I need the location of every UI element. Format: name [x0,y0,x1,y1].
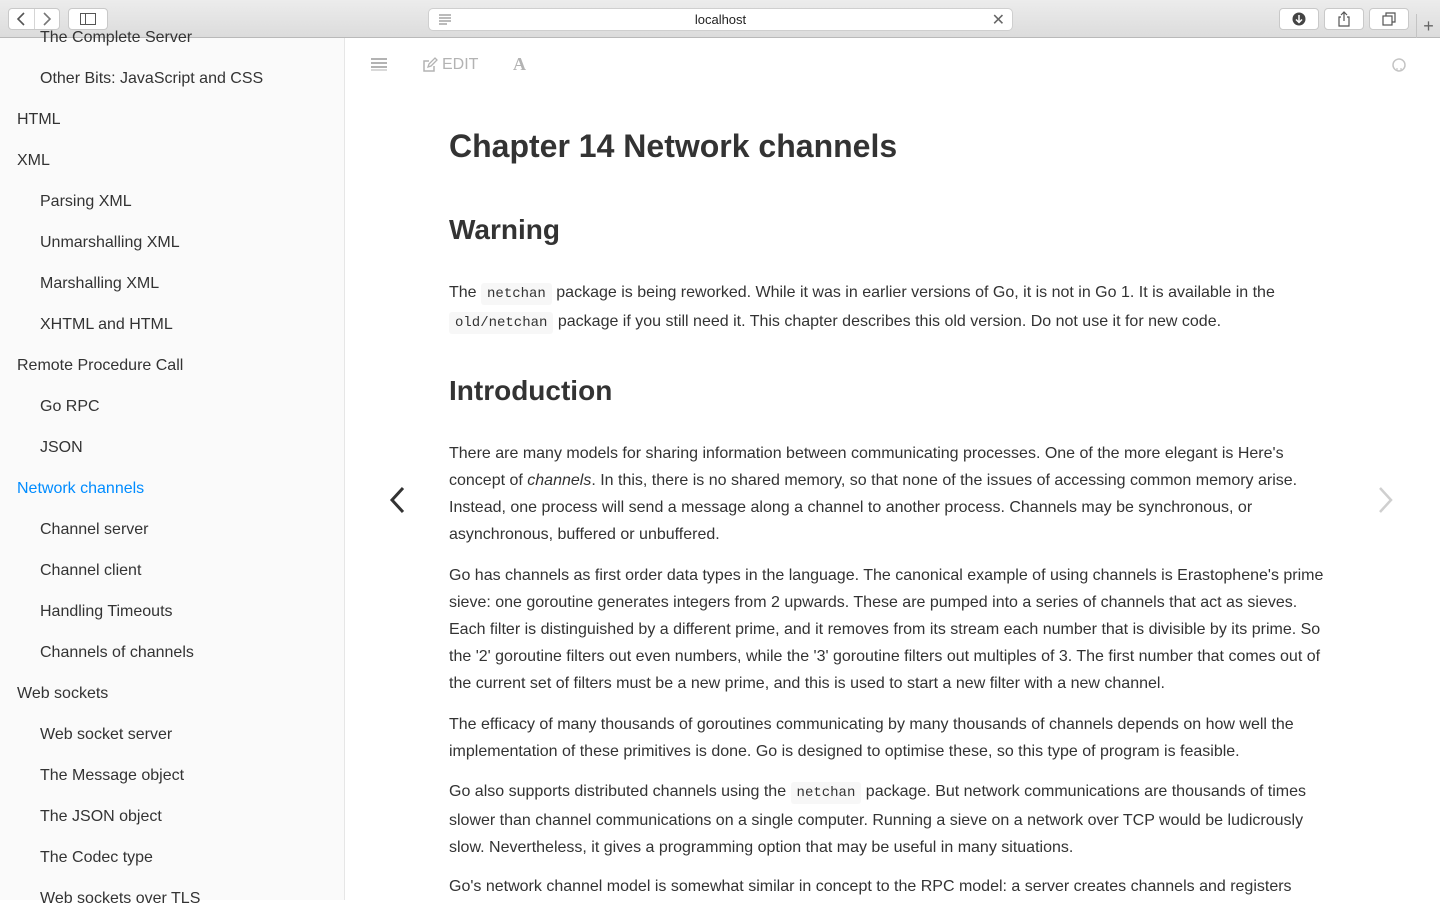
warning-paragraph: The netchan package is being reworked. While it was in earlier versions of Go, it is not in Go 1. It is available in the old/netchan package if you still need it. This chapter describes this old version. Do not use it for new code. [449,279,1335,337]
download-icon [1292,12,1306,26]
book-sidebar [0,29,345,907]
toc-item[interactable]: Handling Timeouts [40,603,173,620]
warning-heading: Warning [449,214,560,245]
paragraph: Go also supports distributed channels using the netchan package. But network communications are thousands of times slower than channel communications on a single computer. Running a sieve on a network over TCP would be ludicrously slow. Nevertheless, it gives a programming option that may be useful in many situations. [449,783,1307,856]
tabs-icon [1382,12,1396,26]
introduction-heading: Introduction [449,375,613,406]
toc-item[interactable]: The Codec type [40,849,153,866]
toc-item[interactable]: JSON [40,439,83,456]
toc-item[interactable]: Web sockets over TLS [40,890,201,907]
chevron-right-icon [1377,485,1395,515]
close-icon[interactable]: ✕ [991,12,1005,29]
download-button[interactable] [1279,8,1319,30]
toc-item[interactable]: Marshalling XML [40,275,160,292]
paragraph: The efficacy of many thousands of goroutines communicating by many thousands of channels depends on how well the implementation of these primitives is done. Go is designed to optimise these, so this type of program is feasible. [449,716,1294,760]
edit-icon [422,57,438,73]
toc-item[interactable]: Web sockets [17,685,109,702]
toc-item[interactable]: HTML [17,111,61,128]
paragraph: Go has channels as first order data types in the language. The canonical example of using channels is Erastophene's prime sieve: one goroutine generates integers from 2 upwards. These are pumped into a series of channels that act as sieves. Each filter is distinguished by a different prime, and it removes from its stream each number that is divisible by its prime. So the '2' goroutine filters out even numbers, while the '3' goroutine filters out multiples of 3. The first number that comes out of the current set of filters must be a new prime, and this is used to start a new filter with a new channel. [449,567,1324,692]
new-tab-button[interactable]: + [1416,14,1440,38]
toc-item[interactable]: XHTML and HTML [40,316,173,333]
previous-chapter-button[interactable] [385,483,409,517]
toc-item[interactable]: Channel client [40,562,142,579]
reader-icon[interactable] [438,13,452,28]
chevron-left-icon [388,485,406,515]
toc-item-active[interactable]: Network channels [17,480,145,497]
inline-code: netchan [481,283,552,305]
toc-item[interactable]: Parsing XML [40,193,132,210]
toc-item[interactable]: The JSON object [40,808,162,825]
toc-item[interactable]: Unmarshalling XML [40,234,180,251]
toc-item[interactable]: Channel server [40,521,149,538]
edit-button[interactable] [422,56,478,74]
chapter-title: Chapter 14 Network channels [449,128,898,164]
toc-item[interactable]: Other Bits: JavaScript and CSS [40,70,264,87]
toc-item[interactable]: The Complete Server [40,29,193,46]
table-of-contents [0,17,344,919]
toc-item[interactable]: Channels of channels [40,644,194,661]
inline-code: netchan [791,782,862,804]
inline-code: old/netchan [449,312,553,334]
github-icon[interactable] [1392,58,1406,72]
next-chapter-button[interactable] [1374,483,1398,517]
paragraph: There are many models for sharing information between communicating processes. One of the more elegant is Here's concept of channels. In this, there is no shared memory, so that none of the issues of accessing common memory arise. Instead, one process will send a message along a channel to another process. Channels may be synchronous, or asynchronous, buffered or unbuffered. [449,445,1298,543]
address-url: localhost [694,12,747,27]
edit-label: EDIT [442,56,479,73]
share-icon [1337,11,1351,27]
paragraph: Go's network channel model is somewhat similar in concept to the RPC model: a server creates channels and registers [449,878,1292,895]
book-toolbar [345,38,1440,94]
tabs-button[interactable] [1369,8,1409,30]
toc-item[interactable]: Web socket server [40,726,173,743]
address-bar[interactable] [428,8,1013,31]
font-settings-button[interactable]: A [513,54,526,74]
toc-item[interactable]: Go RPC [40,398,100,415]
share-button[interactable] [1324,8,1364,30]
toc-item[interactable]: XML [17,152,50,169]
toc-item[interactable]: Remote Procedure Call [17,357,184,374]
menu-icon[interactable] [370,56,388,72]
toc-item[interactable]: The Message object [40,767,185,784]
